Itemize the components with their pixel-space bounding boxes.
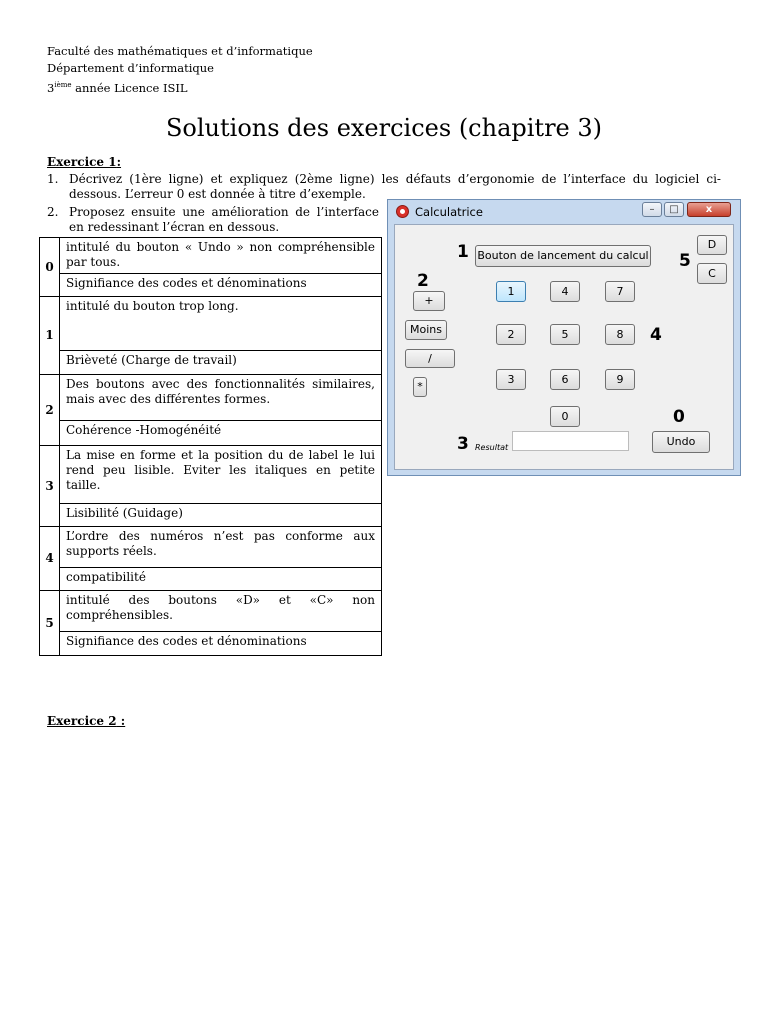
row-criterion: Signifiance des codes et dénominations: [60, 632, 382, 656]
divide-button[interactable]: /: [405, 349, 455, 368]
row-number: 0: [40, 238, 60, 297]
exercise1-heading: [47, 155, 121, 169]
row-description: intitulé du bouton « Undo » non compréhensible par tous.: [60, 238, 382, 274]
page-title: Solutions des exercices (chapitre 3): [165, 114, 603, 142]
table-row: [40, 567, 382, 590]
calculator-client-area: [394, 224, 734, 470]
exercise2-heading: [47, 714, 125, 728]
calculator-window-title: Calculatrice: [415, 205, 483, 219]
row-number: 1: [40, 297, 60, 375]
table-row: [40, 297, 382, 351]
digit-3-button[interactable]: 3: [496, 369, 526, 390]
row-number: 2: [40, 375, 60, 446]
marker-1: 1: [457, 242, 469, 262]
minus-button[interactable]: Moins: [405, 320, 447, 340]
undo-button[interactable]: Undo: [652, 431, 710, 453]
row-description: Des boutons avec des fonctionnalités similaires, mais avec des différentes formes.: [60, 375, 382, 421]
row-description: intitulé du bouton trop long.: [60, 297, 382, 351]
question-1-text: Décrivez (1ère ligne) et expliquez (2ème ligne) les défauts d’ergonomie de l’interface du logiciel ci-dessous. L’erreur 0 est donnée à titre d’exemple.: [69, 172, 721, 201]
row-criterion: Signifiance des codes et dénominations: [60, 273, 382, 296]
marker-3: 3: [457, 434, 469, 454]
c-button[interactable]: C: [697, 263, 727, 284]
digit-1-button[interactable]: 1: [496, 281, 526, 302]
row-criterion: Lisibilité (Guidage): [60, 503, 382, 526]
year-rest: année Licence ISIL: [71, 81, 188, 95]
row-description: intitulé des boutons «D» et «C» non compréhensibles.: [60, 591, 382, 632]
question-2-text: Proposez ensuite une amélioration de l’interface en redessinant l’écran en dessous.: [69, 205, 379, 234]
digit-0-button[interactable]: 0: [550, 406, 580, 427]
table-row: [40, 591, 382, 632]
exercise2-heading-colon: :: [116, 714, 126, 728]
close-button[interactable]: x: [687, 202, 731, 217]
row-number: 4: [40, 527, 60, 591]
calculator-window: [387, 199, 741, 476]
table-row: [40, 503, 382, 526]
table-row: [40, 421, 382, 446]
maximize-button[interactable]: □: [664, 202, 684, 217]
question-1-number: 1.: [47, 172, 59, 186]
digit-4-button[interactable]: 4: [550, 281, 580, 302]
exercise1-heading-text: Exercice 1: [47, 155, 117, 169]
multiply-button[interactable]: *: [413, 377, 427, 397]
row-criterion: Brièveté (Charge de travail): [60, 351, 382, 375]
d-button[interactable]: D: [697, 235, 727, 255]
table-row: [40, 375, 382, 421]
table-row: [40, 351, 382, 375]
defects-table: [39, 237, 382, 656]
year-superscript: ième: [54, 81, 72, 89]
minimize-button[interactable]: –: [642, 202, 662, 217]
compute-button[interactable]: Bouton de lancement du calcul: [475, 245, 651, 267]
digit-7-button[interactable]: 7: [605, 281, 635, 302]
table-row: [40, 446, 382, 504]
digit-5-button[interactable]: 5: [550, 324, 580, 345]
digit-8-button[interactable]: 8: [605, 324, 635, 345]
exercise2-heading-text: Exercice 2: [47, 714, 117, 728]
digit-6-button[interactable]: 6: [550, 369, 580, 390]
calculator-titlebar: [388, 200, 740, 224]
exercise1-heading-colon: :: [116, 155, 122, 169]
result-field[interactable]: [512, 431, 629, 451]
row-description: L’ordre des numéros n’est pas conforme aux supports réels.: [60, 527, 382, 568]
year-number: 3: [47, 81, 55, 95]
marker-2: 2: [417, 271, 429, 291]
department-line: Département d’informatique: [47, 61, 214, 75]
table-row: [40, 632, 382, 656]
digit-9-button[interactable]: 9: [605, 369, 635, 390]
table-row: [40, 273, 382, 296]
marker-0: 0: [673, 407, 685, 427]
row-description: La mise en forme et la position du de label le lui rend peu lisible. Eviter les italiques en petite taille.: [60, 446, 382, 504]
row-number: 3: [40, 446, 60, 527]
table-row: [40, 238, 382, 274]
faculty-line: Faculté des mathématiques et d’informatique: [47, 44, 313, 58]
row-number: 5: [40, 591, 60, 656]
marker-5: 5: [679, 251, 691, 271]
row-criterion: Cohérence -Homogénéité: [60, 421, 382, 446]
marker-4: 4: [650, 325, 662, 345]
row-criterion: compatibilité: [60, 567, 382, 590]
year-line: [47, 77, 188, 96]
table-row: [40, 527, 382, 568]
app-logo-icon: [396, 205, 409, 218]
question-2-number: 2.: [47, 205, 59, 219]
result-label: Resultat: [475, 443, 509, 452]
plus-button[interactable]: +: [413, 291, 445, 311]
digit-2-button[interactable]: 2: [496, 324, 526, 345]
